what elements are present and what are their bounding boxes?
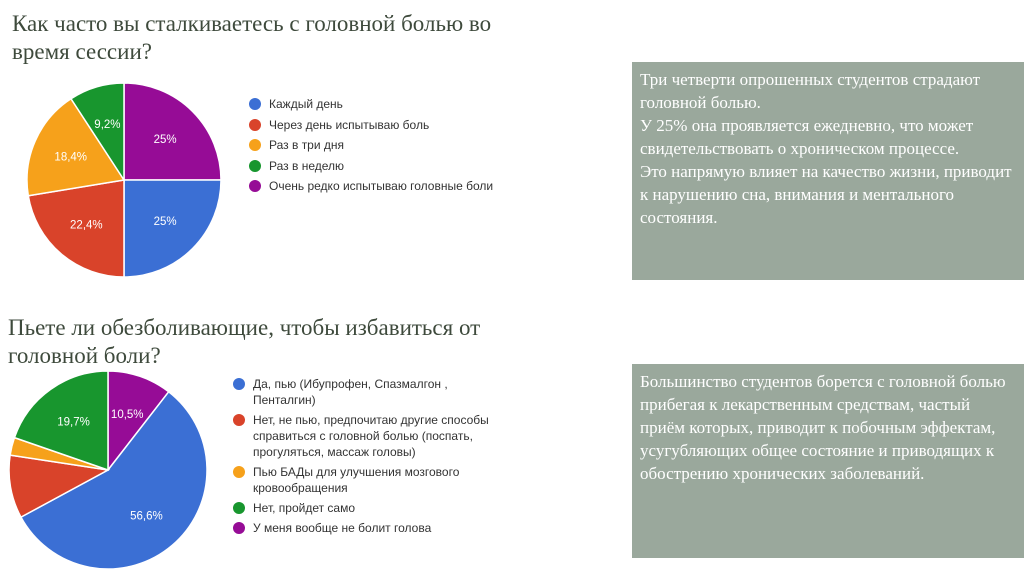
pie-data-label: 56,6%: [130, 510, 163, 523]
pie-data-label: 10,5%: [110, 408, 144, 421]
legend-item: [249, 96, 499, 112]
pie-slice: [124, 83, 221, 180]
pie-data-label: 25%: [153, 216, 177, 229]
legend-label: Пью БАДы для улучшения мозгового кровообращения: [253, 465, 460, 495]
pie-data-label: 9,2%: [94, 119, 121, 132]
legend-headache-frequency: [249, 96, 499, 199]
legend-swatch: [233, 522, 245, 534]
legend-item: [249, 137, 499, 153]
legend-label: Очень редко испытываю головные боли: [269, 179, 494, 193]
legend-swatch: [249, 180, 261, 192]
legend-item: [249, 178, 499, 194]
legend-label: Нет, пройдет само: [253, 501, 356, 515]
legend-swatch: [249, 160, 261, 172]
legend-item: [233, 464, 513, 496]
pie-data-label: 18,4%: [54, 151, 88, 164]
legend-swatch: [249, 119, 261, 131]
legend-label: Каждый день: [269, 97, 343, 111]
legend-swatch: [233, 414, 245, 426]
legend-label: Через день испытываю боль: [269, 117, 430, 132]
callout-headache-conclusion: Три четверти опрошенных студентов страдают головной болью. У 25% она проявляется ежедневно, что может свидетельствовать о хроническом процессе. Это напрямую влияет на качество жизни, приводит к нарушению сна, внимания и ментального состояния.: [632, 62, 1024, 280]
pie-data-label: 22,4%: [70, 219, 103, 232]
legend-swatch: [233, 466, 245, 478]
callout-painkillers-conclusion: Большинство студентов борется с головной болью прибегая к лекарственным средствам, частый приём которых, приводит к побочным эффектам, усугубляющих общее состояние и приводящих к обострению хронических заболеваний.: [632, 364, 1024, 558]
pie-data-label: 25%: [153, 133, 177, 146]
legend-item: [233, 376, 513, 408]
legend-swatch: [249, 98, 261, 110]
legend-swatch: [249, 139, 261, 151]
legend-item: [249, 117, 499, 133]
legend-swatch: [233, 502, 245, 514]
legend-label: У меня вообще не болит голова: [253, 521, 432, 535]
legend-label: Нет, не пью, предпочитаю другие способы справиться с головной болью (поспать, прогуляться, массаж головы): [253, 413, 489, 459]
pie-data-label: 19,7%: [57, 416, 90, 429]
legend-item: [249, 158, 499, 174]
legend-label: Да, пью (Ибупрофен, Спазмалгон , Пенталгин): [253, 377, 448, 407]
legend-painkillers: [233, 376, 513, 540]
legend-item: [233, 520, 513, 536]
legend-item: [233, 412, 513, 460]
legend-item: [233, 500, 513, 516]
legend-label: Раз в неделю: [269, 158, 345, 173]
chart-title-painkillers: Пьете ли обезболивающие, чтобы избавиться от головной боли?: [8, 315, 481, 368]
pie-slice: [124, 180, 221, 277]
pie-chart-painkillers: [8, 370, 208, 570]
chart-title-headache-frequency: Как часто вы сталкиваетесь с головной болью во время сессии?: [12, 11, 492, 64]
legend-swatch: [233, 378, 245, 390]
legend-label: Раз в три дня: [269, 138, 345, 152]
pie-chart-headache-frequency: [26, 82, 222, 278]
